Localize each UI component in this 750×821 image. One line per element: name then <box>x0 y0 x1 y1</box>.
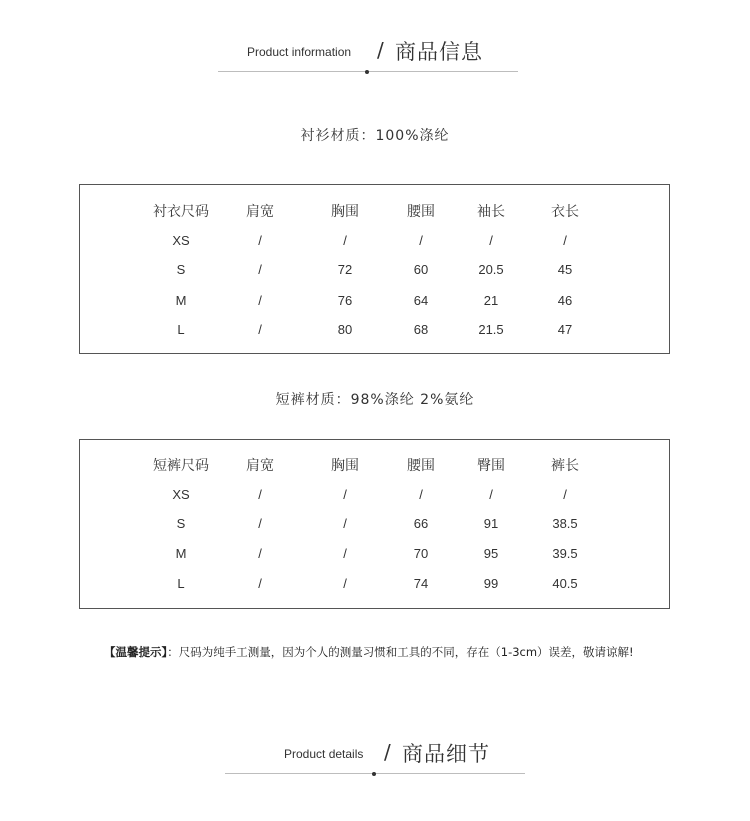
table-cell: 68 <box>413 322 429 337</box>
shirt-size-table <box>79 184 670 354</box>
table-cell: XS <box>172 487 190 502</box>
table-cell: 66 <box>413 516 429 531</box>
header-divider-dot <box>372 772 376 776</box>
table-cell: / <box>343 576 347 591</box>
table-cell: 64 <box>413 293 429 308</box>
table-cell: 76 <box>337 293 353 308</box>
table-cell: 80 <box>337 322 353 337</box>
header-cn-title: 商品细节 <box>402 742 490 766</box>
table-cell: 38.5 <box>552 516 578 531</box>
table-cell: 74 <box>413 576 429 591</box>
table-cell: 39.5 <box>552 546 578 561</box>
table-cell: 21 <box>483 293 499 308</box>
table-cell: / <box>258 546 262 561</box>
shirt-material-text: 衬衫材质：100%涤纶 <box>300 128 450 144</box>
table-cell: 21.5 <box>478 322 504 337</box>
table-header-cell: 衣长 <box>551 204 579 220</box>
table-cell: M <box>175 293 187 308</box>
table-cell: S <box>176 262 186 277</box>
header-en-title: Product details <box>284 747 364 761</box>
table-cell: / <box>258 233 262 248</box>
table-cell: 72 <box>337 262 353 277</box>
table-cell: M <box>175 546 187 561</box>
table-cell: / <box>258 262 262 277</box>
table-cell: 70 <box>413 546 429 561</box>
table-header-cell: 衬衣尺码 <box>153 204 209 220</box>
table-cell: S <box>176 516 186 531</box>
header-en-title: Product information <box>247 45 352 59</box>
table-header-cell: 肩宽 <box>246 458 274 474</box>
header-slash: / <box>384 740 391 764</box>
note-label: 【温馨提示】 <box>104 645 168 659</box>
table-cell: / <box>419 233 423 248</box>
table-cell: / <box>343 516 347 531</box>
table-cell: 95 <box>483 546 499 561</box>
measurement-note <box>104 644 634 660</box>
header-slash: / <box>377 38 384 62</box>
table-header-cell: 腰围 <box>407 204 435 220</box>
table-header-cell: 袖长 <box>477 204 505 220</box>
table-cell: L <box>177 576 185 591</box>
table-cell: / <box>258 576 262 591</box>
table-cell: 40.5 <box>552 576 578 591</box>
table-cell: L <box>177 322 185 337</box>
table-header-cell: 臀围 <box>477 458 505 474</box>
header-divider-dot <box>365 70 369 74</box>
shorts-material-text: 短裤材质：98%涤纶 2%氨纶 <box>275 392 475 408</box>
table-cell: / <box>258 487 262 502</box>
note-text: ：尺码为纯手工测量，因为个人的测量习惯和工具的不同，存在（1-3cm）误差，敬请谅解! <box>167 645 634 659</box>
table-cell: / <box>563 233 567 248</box>
table-cell: XS <box>172 233 190 248</box>
header-cn-title: 商品信息 <box>395 40 483 64</box>
table-header-cell: 短裤尺码 <box>153 458 209 474</box>
table-cell: 60 <box>413 262 429 277</box>
table-header-cell: 肩宽 <box>246 204 274 220</box>
table-header-cell: 胸围 <box>331 458 359 474</box>
table-cell: / <box>489 233 493 248</box>
table-cell: 20.5 <box>478 262 504 277</box>
table-cell: / <box>419 487 423 502</box>
table-cell: 99 <box>483 576 499 591</box>
shorts-size-table <box>79 439 670 609</box>
table-header-cell: 裤长 <box>551 458 579 474</box>
table-cell: / <box>343 233 347 248</box>
table-cell: / <box>343 487 347 502</box>
table-cell: / <box>258 293 262 308</box>
table-header-cell: 腰围 <box>407 458 435 474</box>
table-cell: 46 <box>557 293 573 308</box>
table-cell: 47 <box>557 322 573 337</box>
table-cell: / <box>489 487 493 502</box>
table-cell: / <box>563 487 567 502</box>
table-header-cell: 胸围 <box>331 204 359 220</box>
table-cell: 45 <box>557 262 573 277</box>
table-cell: / <box>258 516 262 531</box>
table-cell: / <box>343 546 347 561</box>
table-cell: / <box>258 322 262 337</box>
table-cell: 91 <box>483 516 499 531</box>
